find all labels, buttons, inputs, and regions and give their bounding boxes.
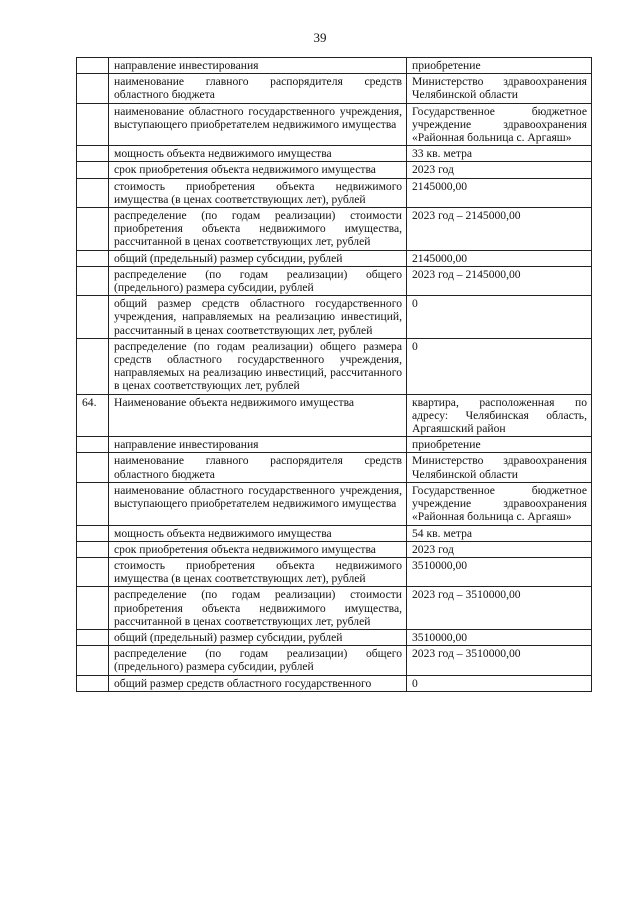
row-number: [77, 296, 109, 339]
row-label: Наименование объекта недвижимого имущества: [109, 394, 407, 437]
table-row: [77, 587, 592, 630]
row-number: [77, 453, 109, 482]
row-number: [77, 146, 109, 162]
row-label: наименование областного государственного учреждения, выступающего приобретателем недвижимого имущества: [109, 482, 407, 525]
row-number: [77, 557, 109, 586]
row-value: Государственное бюджетное учреждение здравоохранения «Районная больница с. Аргаяш»: [407, 103, 592, 146]
row-number: [77, 541, 109, 557]
row-label: наименование главного распорядителя средств областного бюджета: [109, 453, 407, 482]
row-label: направление инвестирования: [109, 437, 407, 453]
table-row: [77, 266, 592, 295]
table-row: [77, 394, 592, 437]
row-label: распределение (по годам реализации) общего (предельного) размера субсидии, рублей: [109, 646, 407, 675]
row-label: наименование областного государственного учреждения, выступающего приобретателем недвижимого имущества: [109, 103, 407, 146]
row-value: 54 кв. метра: [407, 525, 592, 541]
investment-table: [76, 57, 592, 692]
row-label: распределение (по годам реализации) общего (предельного) размера субсидии, рублей: [109, 266, 407, 295]
table-row: [77, 250, 592, 266]
row-value: 2023 год: [407, 162, 592, 178]
table-row: [77, 162, 592, 178]
row-number: [77, 525, 109, 541]
row-number: [77, 250, 109, 266]
table-row: [77, 74, 592, 103]
table-row: [77, 453, 592, 482]
row-number: [77, 482, 109, 525]
row-value: 0: [407, 675, 592, 691]
row-number: [77, 587, 109, 630]
row-value: Министерство здравоохранения Челябинской области: [407, 453, 592, 482]
row-number: 64.: [77, 394, 109, 437]
row-value: 0: [407, 296, 592, 339]
row-number: [77, 646, 109, 675]
table-row: [77, 557, 592, 586]
row-label: распределение (по годам реализации) общего размера средств областного государственного учреждения, направляемых на реализацию инвестиций, рассчитанного в ценах соответствующих лет, рублей: [109, 338, 407, 394]
row-value: 2145000,00: [407, 250, 592, 266]
table-row: [77, 525, 592, 541]
row-number: [77, 162, 109, 178]
row-number: [77, 208, 109, 251]
row-label: общий размер средств областного государственного: [109, 675, 407, 691]
table-row: [77, 541, 592, 557]
row-value: 33 кв. метра: [407, 146, 592, 162]
table-row: [77, 146, 592, 162]
row-label: срок приобретения объекта недвижимого имущества: [109, 162, 407, 178]
row-label: мощность объекта недвижимого имущества: [109, 146, 407, 162]
table-row: [77, 646, 592, 675]
row-label: наименование главного распорядителя средств областного бюджета: [109, 74, 407, 103]
row-label: распределение (по годам реализации) стоимости приобретения объекта недвижимого имущества, рассчитанной в ценах соответствующих лет, рублей: [109, 587, 407, 630]
row-label: общий размер средств областного государственного учреждения, направляемых на реализацию инвестиций, рассчитанный в ценах соответствующих лет, рублей: [109, 296, 407, 339]
row-number: [77, 178, 109, 207]
row-label: распределение (по годам реализации) стоимости приобретения объекта недвижимого имущества, рассчитанной в ценах соответствующих лет, рублей: [109, 208, 407, 251]
row-value: 2023 год – 3510000,00: [407, 587, 592, 630]
row-number: [77, 675, 109, 691]
row-number: [77, 58, 109, 74]
table-row: [77, 208, 592, 251]
table-row: [77, 338, 592, 394]
table-row: [77, 103, 592, 146]
row-value: квартира, расположенная по адресу: Челябинская область, Аргаяшский район: [407, 394, 592, 437]
table-row: [77, 58, 592, 74]
row-value: 2023 год: [407, 541, 592, 557]
row-value: 3510000,00: [407, 557, 592, 586]
row-value: 2023 год – 2145000,00: [407, 208, 592, 251]
row-label: срок приобретения объекта недвижимого имущества: [109, 541, 407, 557]
row-label: мощность объекта недвижимого имущества: [109, 525, 407, 541]
row-label: стоимость приобретения объекта недвижимого имущества (в ценах соответствующих лет), рублей: [109, 178, 407, 207]
table-row: [77, 629, 592, 645]
row-value: Министерство здравоохранения Челябинской области: [407, 74, 592, 103]
row-value: 3510000,00: [407, 629, 592, 645]
table-row: [77, 178, 592, 207]
row-value: приобретение: [407, 58, 592, 74]
row-label: общий (предельный) размер субсидии, рублей: [109, 250, 407, 266]
row-number: [77, 266, 109, 295]
table-row: [77, 437, 592, 453]
row-value: приобретение: [407, 437, 592, 453]
row-number: [77, 437, 109, 453]
row-value: 2145000,00: [407, 178, 592, 207]
table-body: [77, 58, 592, 692]
table-row: [77, 296, 592, 339]
row-value: 2023 год – 3510000,00: [407, 646, 592, 675]
row-label: стоимость приобретения объекта недвижимого имущества (в ценах соответствующих лет), рублей: [109, 557, 407, 586]
row-value: Государственное бюджетное учреждение здравоохранения «Районная больница с. Аргаяш»: [407, 482, 592, 525]
row-label: общий (предельный) размер субсидии, рублей: [109, 629, 407, 645]
row-number: [77, 74, 109, 103]
table-row: [77, 675, 592, 691]
row-value: 0: [407, 338, 592, 394]
row-value: 2023 год – 2145000,00: [407, 266, 592, 295]
row-number: [77, 103, 109, 146]
row-label: направление инвестирования: [109, 58, 407, 74]
page-number: 39: [313, 30, 327, 45]
row-number: [77, 338, 109, 394]
table-row: [77, 482, 592, 525]
row-number: [77, 629, 109, 645]
